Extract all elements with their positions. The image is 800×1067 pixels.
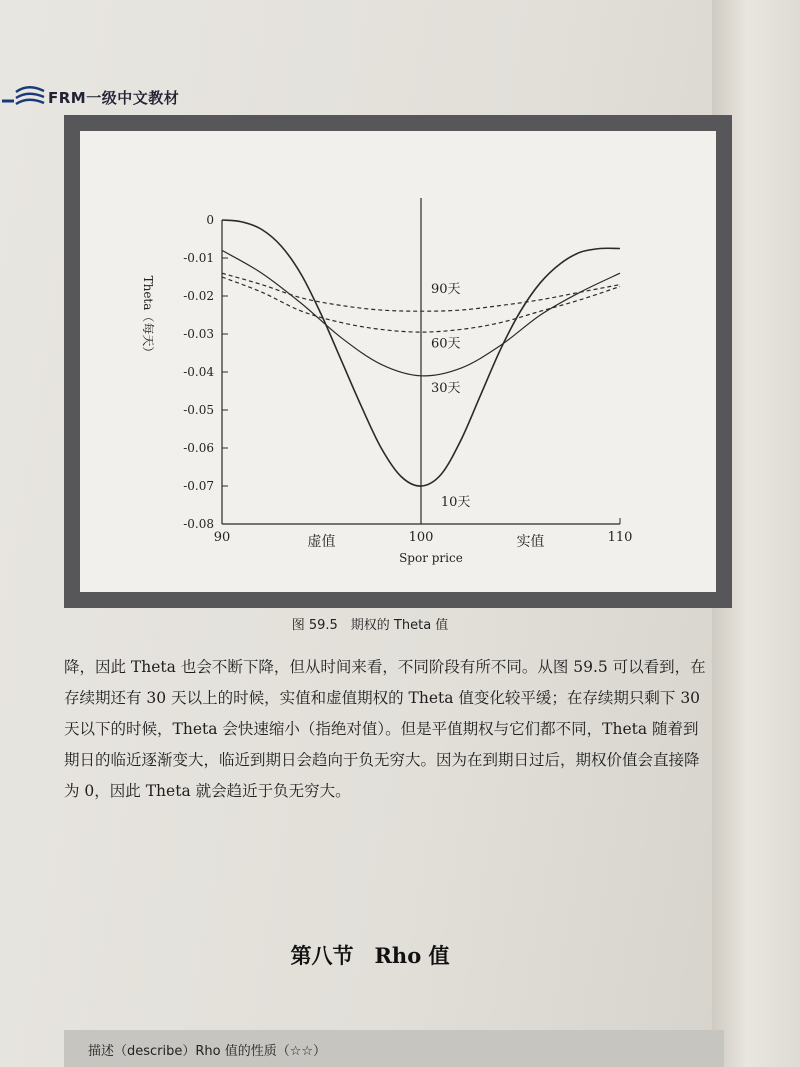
y-tick-label: -0.04 (183, 365, 214, 379)
otm-label: 虚值 (307, 534, 336, 550)
series-label: 10天 (440, 494, 471, 510)
chart-panel (80, 131, 716, 592)
y-tick-label: -0.08 (183, 517, 214, 531)
x-tick-label: 100 (408, 530, 434, 545)
x-tick-label: 110 (607, 530, 633, 545)
y-tick-label: -0.01 (183, 251, 214, 265)
page-header (0, 80, 179, 114)
body-paragraph (64, 652, 714, 807)
series-label: 90天 (430, 281, 461, 297)
theta-chart (80, 131, 716, 592)
y-tick-label: 0 (206, 213, 214, 227)
series-label: 30天 (430, 381, 461, 397)
itm-label: 实值 (516, 534, 545, 550)
paragraph-text: 降，因此 Theta 也会不断下降，但从时间来看，不同阶段有所不同。从图 59.5 可以看到，在存续期还有 30 天以上的时候，实值和虚值期权的 Theta 值变化较平缓；在存续期只剩下 30 天以下的时候，Theta 会快速缩小（指绝对值）。但是平值期权与它们都不同，Theta 随着到期日的临近逐渐变大，临近到期日会趋向于负无穷大。因为在到期日过后，期权价值会直接降为 0，因此 Theta 就会趋近于负无穷大。 (64, 658, 706, 800)
y-tick-label: -0.05 (183, 403, 214, 417)
figure-caption: 图 59.5 期权的 Theta 值 (291, 618, 449, 633)
y-tick-label: -0.07 (183, 479, 214, 493)
series-label: 60天 (430, 336, 461, 352)
learning-objective-text: 描述（describe）Rho 值的性质（☆☆） (88, 1044, 327, 1059)
y-tick-label: -0.02 (183, 289, 214, 303)
y-tick-label: -0.03 (183, 327, 214, 341)
y-tick-label: -0.06 (183, 441, 214, 455)
header-title: FRM一级中文教材 (48, 88, 180, 107)
x-tick-label: 90 (213, 530, 231, 545)
y-axis-label: Theta（每天） (141, 275, 155, 359)
figure-frame (64, 115, 732, 608)
x-axis-label: Spor price (399, 551, 463, 565)
frm-logo-icon (0, 83, 48, 111)
section-title: 第八节 Rho 值 (290, 943, 450, 968)
